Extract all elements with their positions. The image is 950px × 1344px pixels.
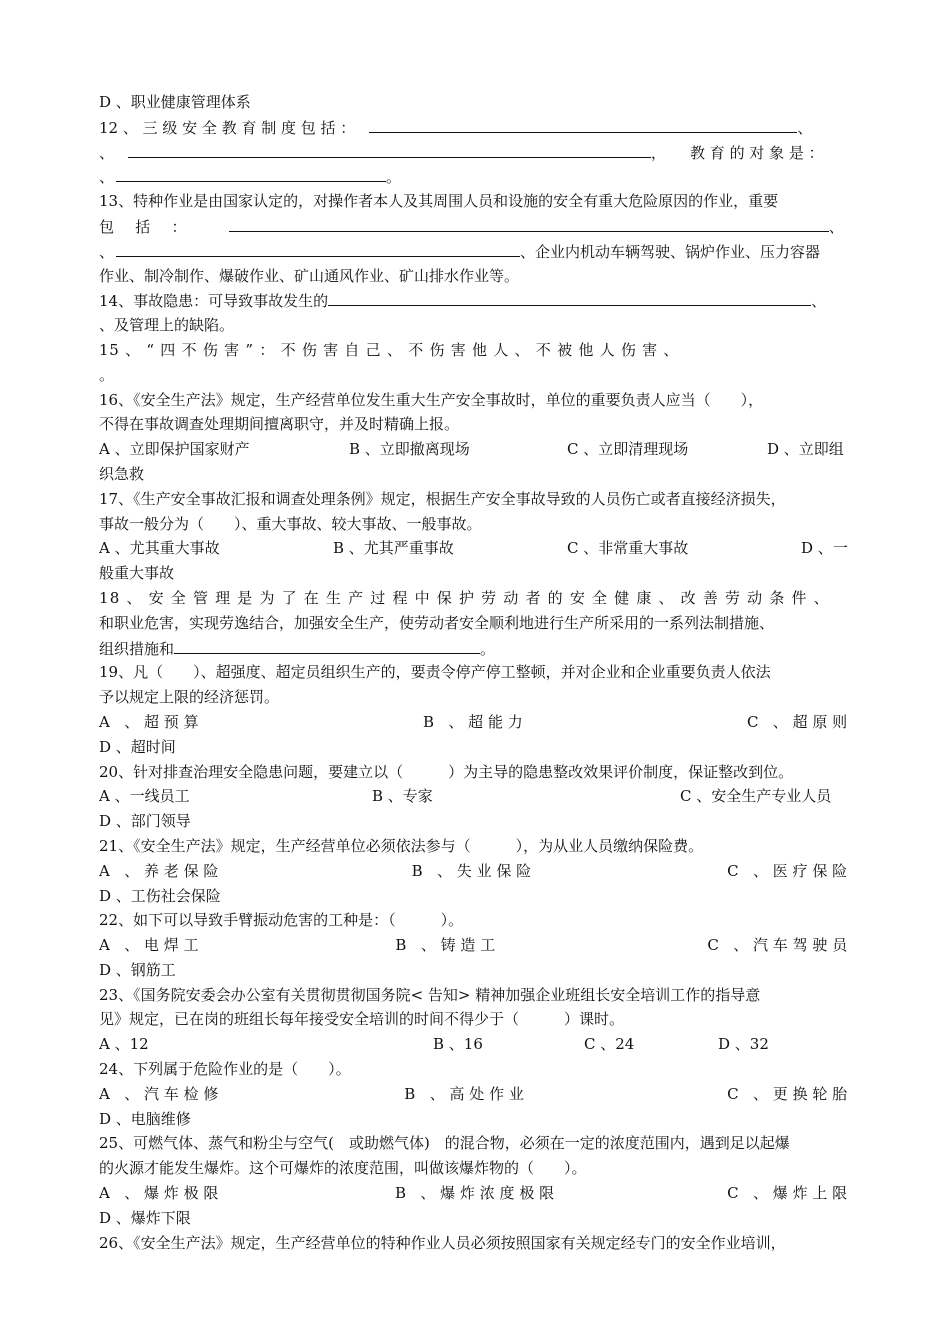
question-12-line-1: 12 、 三 级 安 全 教 育 制 度 包 括 ： 、 bbox=[99, 115, 852, 140]
question-17-options bbox=[99, 536, 852, 561]
question-21-line-1: 21、《安全生产法》规定，生产经营单位必须依法参与（ ），为从业人员缴纳保险费。 bbox=[99, 836, 704, 855]
question-23-line-1: 23、《国务院安委会办公室有关贯彻贯彻国务院< 告知> 精神加强企业班组长安全培训工作的指导意 bbox=[99, 985, 761, 1004]
option-c[interactable]: C 、超原则 bbox=[746, 712, 852, 731]
question-13-line-3: 、 、企业内机动车辆驾驶、锅炉作业、压力容器 bbox=[99, 239, 852, 264]
question-17-line-1: 17、《生产安全事故汇报和调查处理条例》规定，根据生产安全事故导致的人员伤亡或者直接经济损失， bbox=[99, 489, 786, 508]
option-c[interactable]: C 、医疗保险 bbox=[727, 861, 852, 880]
question-16-line-3: 织急救 bbox=[99, 464, 145, 483]
question-18-line-3: 组织措施和 。 bbox=[99, 636, 852, 661]
option-a[interactable]: A 、电焊工 bbox=[99, 936, 204, 955]
option-a[interactable]: A 、一线员工 bbox=[99, 787, 190, 806]
question-18-line-2: 和职业危害，实现劳逸结合，加强安全生产，使劳动者安全顺利地进行生产所采用的一系列法制措施、 bbox=[99, 613, 775, 632]
question-13-line-2: 包 括 ： 、 bbox=[99, 214, 852, 239]
question-21-options bbox=[99, 859, 852, 884]
question-16-line-2: 不得在事故调查处理期间擅离职守，并及时精确上报。 bbox=[99, 415, 460, 434]
option-b[interactable]: B 、高处作业 bbox=[404, 1084, 529, 1103]
option-b[interactable]: B 、铸造工 bbox=[395, 936, 501, 955]
question-21-option-d[interactable]: D 、工伤社会保险 bbox=[99, 886, 221, 905]
option-c[interactable]: C 、更换轮胎 bbox=[727, 1084, 852, 1103]
option-b[interactable]: B 、16 bbox=[433, 1035, 483, 1054]
question-23-line-2: 见》规定，已在岗的班组长每年接受安全培训的时间不得少于（ ）课时。 bbox=[99, 1010, 625, 1029]
question-22-line-1: 22、如下可以导致手臂振动危害的工种是：（ ）。 bbox=[99, 911, 464, 930]
question-22-option-d[interactable]: D 、钢筋工 bbox=[99, 960, 176, 979]
question-20-options bbox=[99, 784, 852, 809]
question-17-line-3: 般重大事故 bbox=[99, 564, 175, 583]
question-23-options bbox=[99, 1032, 852, 1057]
option-b[interactable]: B 、超能力 bbox=[422, 712, 528, 731]
question-16-options bbox=[99, 437, 852, 462]
question-19-line-1: 19、凡（ ）、超强度、超定员组织生产的，要责令停产停工整顿，并对企业和企业重要负责人依法 bbox=[99, 663, 771, 682]
document-page bbox=[99, 90, 852, 1255]
option-a[interactable]: A 、12 bbox=[99, 1035, 149, 1054]
question-20-line-1: 20、针对排查治理安全隐患问题，要建立以（ ）为主导的隐患整改效果评价制度，保证整改到位。 bbox=[99, 762, 794, 781]
option-c[interactable]: C 、安全生产专业人员 bbox=[680, 787, 832, 806]
question-15-line-2: 。 bbox=[99, 365, 115, 384]
option-c[interactable]: C 、爆炸上限 bbox=[727, 1184, 852, 1203]
question-18-line-1: 18 、 安 全 管 理 是 为 了 在 生 产 过 程 中 保 护 劳 动 者 的 安 全 健 康 、 改 善 劳 动 条 件 、 bbox=[99, 588, 830, 607]
option-d[interactable]: D 、一 bbox=[801, 539, 848, 558]
question-25-line-1: 25、可燃气体、蒸气和粉尘与空气( 或助燃气体) 的混合物，必须在一定的浓度范围内，遇到足以起爆 bbox=[99, 1134, 790, 1153]
option-a[interactable]: A 、立即保护国家财产 bbox=[99, 440, 250, 459]
option-a[interactable]: A 、超预算 bbox=[99, 712, 204, 731]
question-19-line-2: 予以规定上限的经济惩罚。 bbox=[99, 688, 280, 707]
question-12-line-3: 、 。 bbox=[99, 164, 852, 189]
answer-blank[interactable] bbox=[128, 140, 651, 158]
question-17-line-2: 事故一般分为（ ）、重大事故、较大事故、一般事故。 bbox=[99, 514, 482, 533]
option-b[interactable]: B 、尤其严重事故 bbox=[333, 539, 454, 558]
option-c[interactable]: C 、立即清理现场 bbox=[567, 440, 689, 459]
option-d[interactable]: D 、32 bbox=[718, 1035, 769, 1054]
question-24-options bbox=[99, 1082, 852, 1107]
option-a[interactable]: A 、汽车检修 bbox=[99, 1084, 224, 1103]
question-25-options bbox=[99, 1181, 852, 1206]
option-b[interactable]: B 、爆炸浓度极限 bbox=[394, 1184, 559, 1203]
question-24-option-d[interactable]: D 、电脑维修 bbox=[99, 1109, 191, 1128]
answer-blank[interactable] bbox=[229, 214, 829, 232]
answer-blank[interactable] bbox=[328, 288, 811, 306]
question-13-line-1: 13、特种作业是由国家认定的，对操作者本人及其周围人员和设施的安全有重大危险原因的作业，重要 bbox=[99, 192, 779, 211]
answer-blank[interactable] bbox=[116, 164, 386, 182]
question-25-option-d[interactable]: D 、爆炸下限 bbox=[99, 1208, 191, 1227]
question-16-line-1: 16、《安全生产法》规定，生产经营单位发生重大生产安全事故时，单位的重要负责人应当（ ）， bbox=[99, 390, 764, 409]
option-a[interactable]: A 、爆炸极限 bbox=[99, 1184, 224, 1203]
option-a[interactable]: A 、尤其重大事故 bbox=[99, 539, 220, 558]
question-24-line-1: 24、下列属于危险作业的是（ ）。 bbox=[99, 1060, 351, 1079]
question-14-line-1: 14、事故隐患：可导致事故发生的 、 bbox=[99, 288, 852, 313]
text-line: D 、职业健康管理体系 bbox=[99, 93, 251, 111]
question-19-options bbox=[99, 710, 852, 735]
question-25-line-2: 的火源才能发生爆炸。这个可爆炸的浓度范围，叫做该爆炸物的（ ）。 bbox=[99, 1159, 587, 1178]
question-15-line-1: 15 、 “ 四 不 伤 害 ” ： 不 伤 害 自 己 、 不 伤 害 他 人 、 不 被 他 人 伤 害 、 bbox=[99, 340, 680, 359]
option-b[interactable]: B 、专家 bbox=[372, 787, 433, 806]
question-22-options bbox=[99, 933, 852, 958]
question-19-option-d[interactable]: D 、超时间 bbox=[99, 737, 176, 756]
question-26-line-1: 26、《安全生产法》规定，生产经营单位的特种作业人员必须按照国家有关规定经专门的安全作业培训， bbox=[99, 1233, 786, 1252]
option-d[interactable]: D 、立即组 bbox=[767, 440, 844, 459]
question-13-line-4: 作业、制冷制作、爆破作业、矿山通风作业、矿山排水作业等。 bbox=[99, 266, 520, 285]
option-c[interactable]: C 、汽车驾驶员 bbox=[707, 936, 852, 955]
question-14-line-2: 、及管理上的缺陷。 bbox=[99, 316, 235, 335]
option-c[interactable]: C 、24 bbox=[584, 1035, 635, 1054]
answer-blank[interactable] bbox=[116, 239, 520, 257]
option-c[interactable]: C 、非常重大事故 bbox=[567, 539, 689, 558]
question-20-option-d[interactable]: D 、部门领导 bbox=[99, 812, 191, 831]
answer-blank[interactable] bbox=[369, 115, 797, 133]
option-b[interactable]: B 、立即撤离现场 bbox=[349, 440, 470, 459]
answer-blank[interactable] bbox=[174, 636, 480, 654]
question-12-line-2: 、 ， 教 育 的 对 象 是 ： bbox=[99, 140, 852, 165]
option-b[interactable]: B 、失业保险 bbox=[411, 861, 536, 880]
option-a[interactable]: A 、养老保险 bbox=[99, 861, 224, 880]
